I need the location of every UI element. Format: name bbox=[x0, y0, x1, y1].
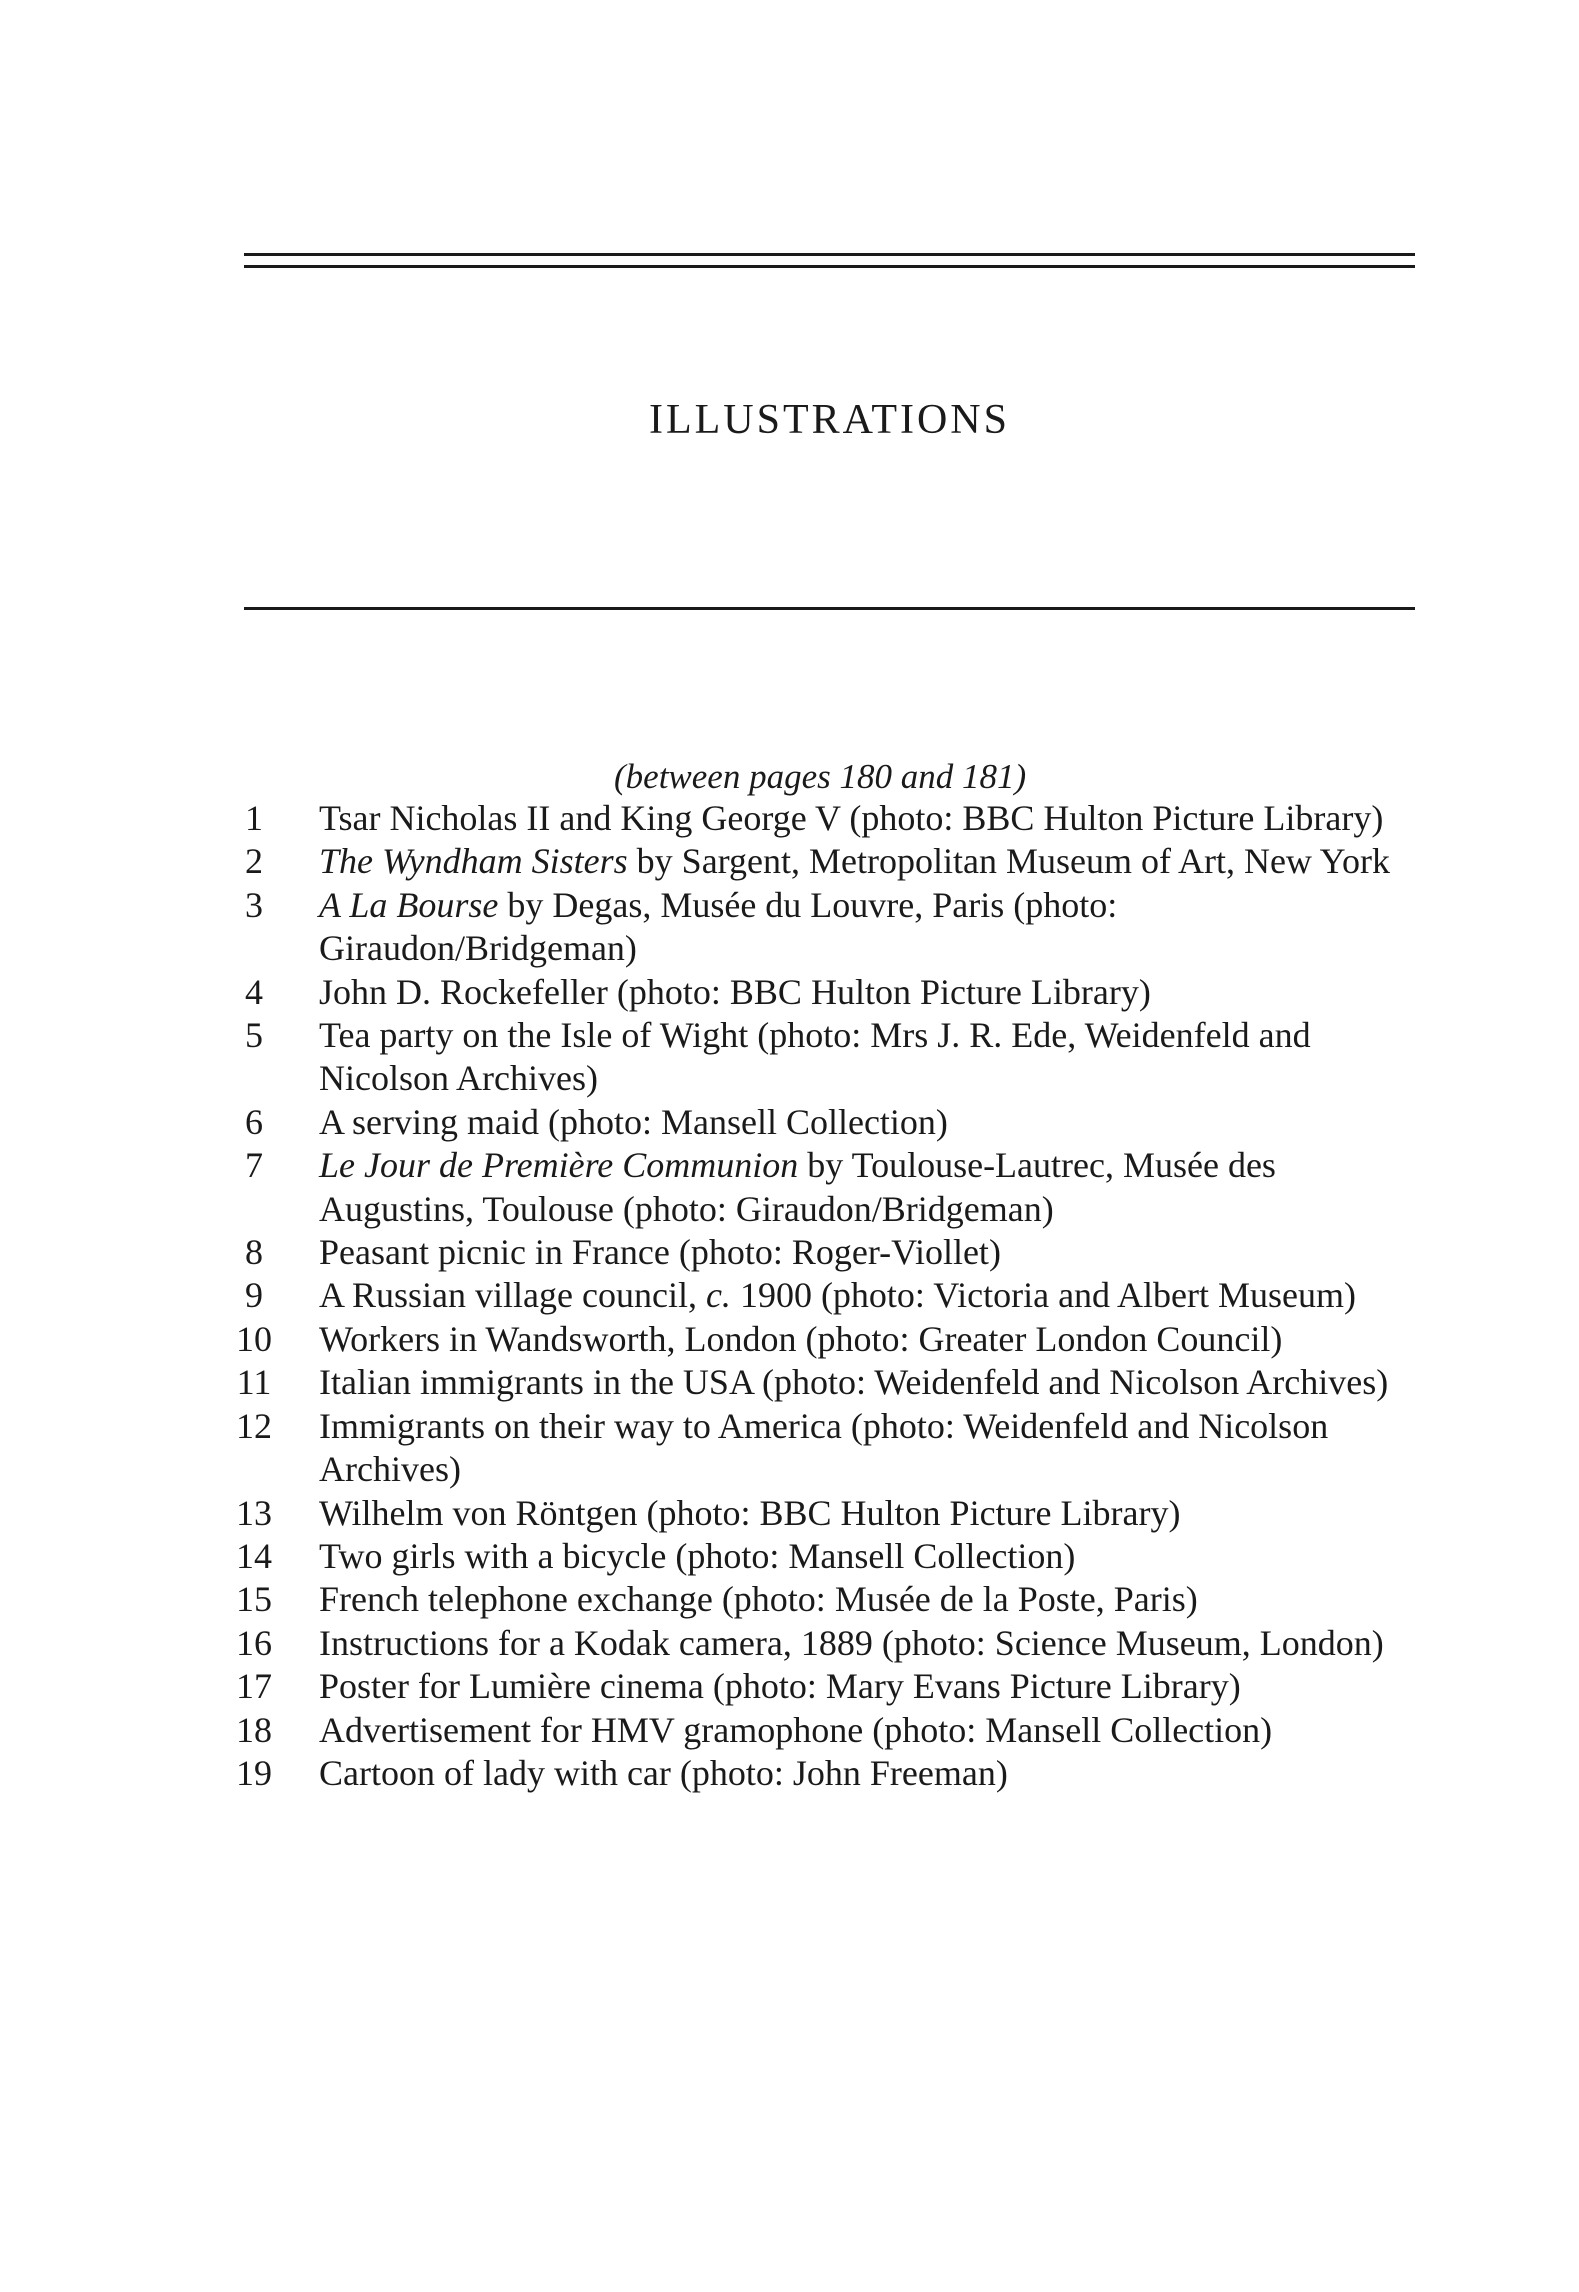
illustration-caption bbox=[319, 1536, 1075, 1576]
illustration-entry bbox=[228, 1405, 1428, 1492]
illustration-entry bbox=[228, 1101, 1428, 1144]
illustration-entry bbox=[228, 1535, 1428, 1578]
illustration-caption bbox=[319, 1145, 1276, 1228]
illustration-number: 11 bbox=[236, 1362, 272, 1403]
illustration-entry bbox=[228, 1014, 1428, 1101]
illustration-number: 2 bbox=[245, 841, 263, 882]
caption-text: by Toulouse-Lautrec, Musée des Augustins, Toulouse (photo: Giraudon/Bridgeman) bbox=[319, 1145, 1276, 1229]
caption-italic-title: A La Bourse bbox=[319, 884, 499, 925]
illustration-number: 8 bbox=[245, 1232, 263, 1273]
caption-text: Two girls with a bicycle (photo: Mansell Collection) bbox=[319, 1535, 1076, 1576]
illustration-entry bbox=[228, 1231, 1428, 1274]
caption-italic-title: c. bbox=[705, 1275, 731, 1316]
caption-text: A Russian village council, bbox=[319, 1275, 706, 1316]
caption-text: Instructions for a Kodak camera, 1889 (photo: Science Museum, London) bbox=[319, 1622, 1384, 1663]
title-underline-rule bbox=[244, 607, 1415, 610]
illustration-caption bbox=[319, 1406, 1328, 1489]
illustration-number: 10 bbox=[236, 1318, 272, 1359]
illustration-number: 15 bbox=[236, 1579, 272, 1620]
illustration-number: 6 bbox=[245, 1101, 263, 1142]
caption-text: Peasant picnic in France (photo: Roger-Viollet) bbox=[319, 1232, 1001, 1273]
illustration-number: 17 bbox=[236, 1666, 272, 1707]
illustration-number: 7 bbox=[245, 1145, 263, 1186]
caption-text: Cartoon of lady with car (photo: John Freeman) bbox=[319, 1752, 1008, 1793]
illustration-number: 16 bbox=[236, 1622, 272, 1663]
illustration-caption bbox=[319, 1102, 948, 1142]
illustration-caption bbox=[319, 1666, 1241, 1706]
caption-text: Advertisement for HMV gramophone (photo: Mansell Collection) bbox=[319, 1709, 1273, 1750]
illustration-number: 1 bbox=[245, 798, 263, 838]
illustration-entry bbox=[228, 1318, 1428, 1361]
illustration-caption bbox=[319, 1579, 1198, 1619]
illustration-number: 18 bbox=[236, 1709, 272, 1750]
page-title: ILLUSTRATIONS bbox=[649, 397, 1010, 443]
illustration-caption bbox=[319, 1232, 1001, 1272]
illustration-number: 5 bbox=[245, 1015, 263, 1056]
illustration-caption bbox=[319, 1362, 1388, 1402]
caption-text: A serving maid (photo: Mansell Collection) bbox=[319, 1101, 948, 1142]
illustration-entry bbox=[228, 1752, 1428, 1795]
illustration-caption bbox=[319, 972, 1151, 1012]
illustration-caption bbox=[319, 1275, 1356, 1315]
illustration-number: 12 bbox=[236, 1405, 272, 1446]
illustration-entry bbox=[228, 840, 1428, 883]
caption-text: 1900 (photo: Victoria and Albert Museum) bbox=[730, 1275, 1357, 1316]
plates-location-note: (between pages 180 and 181) bbox=[614, 757, 1027, 796]
illustration-caption bbox=[319, 1015, 1311, 1098]
illustration-caption bbox=[319, 841, 1390, 881]
illustration-caption bbox=[319, 1753, 1008, 1793]
illustration-entry bbox=[228, 1144, 1428, 1231]
illustration-number: 4 bbox=[245, 971, 263, 1012]
caption-text: by Sargent, Metropolitan Museum of Art, New York bbox=[627, 841, 1390, 882]
illustration-number: 3 bbox=[245, 884, 263, 925]
caption-text: Immigrants on their way to America (photo: Weidenfeld and Nicolson Archives) bbox=[319, 1405, 1329, 1490]
illustration-number: 13 bbox=[236, 1492, 272, 1533]
illustration-number: 14 bbox=[236, 1535, 272, 1576]
illustration-number: 9 bbox=[245, 1275, 263, 1316]
illustration-entry bbox=[228, 971, 1428, 1014]
illustration-entry bbox=[228, 1361, 1428, 1404]
illustration-caption bbox=[319, 1623, 1384, 1663]
illustration-caption bbox=[319, 1710, 1272, 1750]
illustration-caption bbox=[319, 1319, 1282, 1359]
illustration-entry bbox=[228, 1665, 1428, 1708]
illustration-caption bbox=[319, 1493, 1180, 1533]
illustrations-list bbox=[228, 797, 1428, 1795]
illustration-entry bbox=[228, 1622, 1428, 1665]
illustration-entry bbox=[228, 1709, 1428, 1752]
caption-text: Tea party on the Isle of Wight (photo: Mrs J. R. Ede, Weidenfeld and Nicolson Archives) bbox=[319, 1015, 1311, 1099]
caption-text: French telephone exchange (photo: Musée de la Poste, Paris) bbox=[319, 1579, 1198, 1620]
illustration-entry bbox=[228, 1274, 1428, 1317]
caption-text: Workers in Wandsworth, London (photo: Greater London Council) bbox=[319, 1318, 1283, 1359]
caption-text: Italian immigrants in the USA (photo: Weidenfeld and Nicolson Archives) bbox=[319, 1362, 1389, 1403]
caption-text: Poster for Lumière cinema (photo: Mary Evans Picture Library) bbox=[319, 1666, 1241, 1707]
illustration-entry bbox=[228, 884, 1428, 971]
caption-text: John D. Rockefeller (photo: BBC Hulton Picture Library) bbox=[319, 971, 1151, 1012]
caption-italic-title: Le Jour de Première Communion bbox=[319, 1145, 799, 1186]
top-double-rule-upper bbox=[244, 253, 1415, 256]
illustration-caption bbox=[319, 885, 1117, 968]
illustration-entry bbox=[228, 1492, 1428, 1535]
caption-text: by Degas, Musée du Louvre, Paris (photo: Giraudon/Bridgeman) bbox=[319, 884, 1118, 969]
top-double-rule-lower bbox=[244, 265, 1415, 268]
caption-text: Wilhelm von Röntgen (photo: BBC Hulton Picture Library) bbox=[319, 1492, 1181, 1533]
caption-text: Tsar Nicholas II and King George V (photo: BBC Hulton Picture Library) bbox=[319, 798, 1384, 838]
illustration-caption bbox=[319, 798, 1383, 838]
illustration-entry bbox=[228, 1578, 1428, 1621]
caption-italic-title: The Wyndham Sisters bbox=[319, 841, 628, 882]
illustration-number: 19 bbox=[236, 1752, 272, 1793]
illustration-entry bbox=[228, 797, 1428, 840]
